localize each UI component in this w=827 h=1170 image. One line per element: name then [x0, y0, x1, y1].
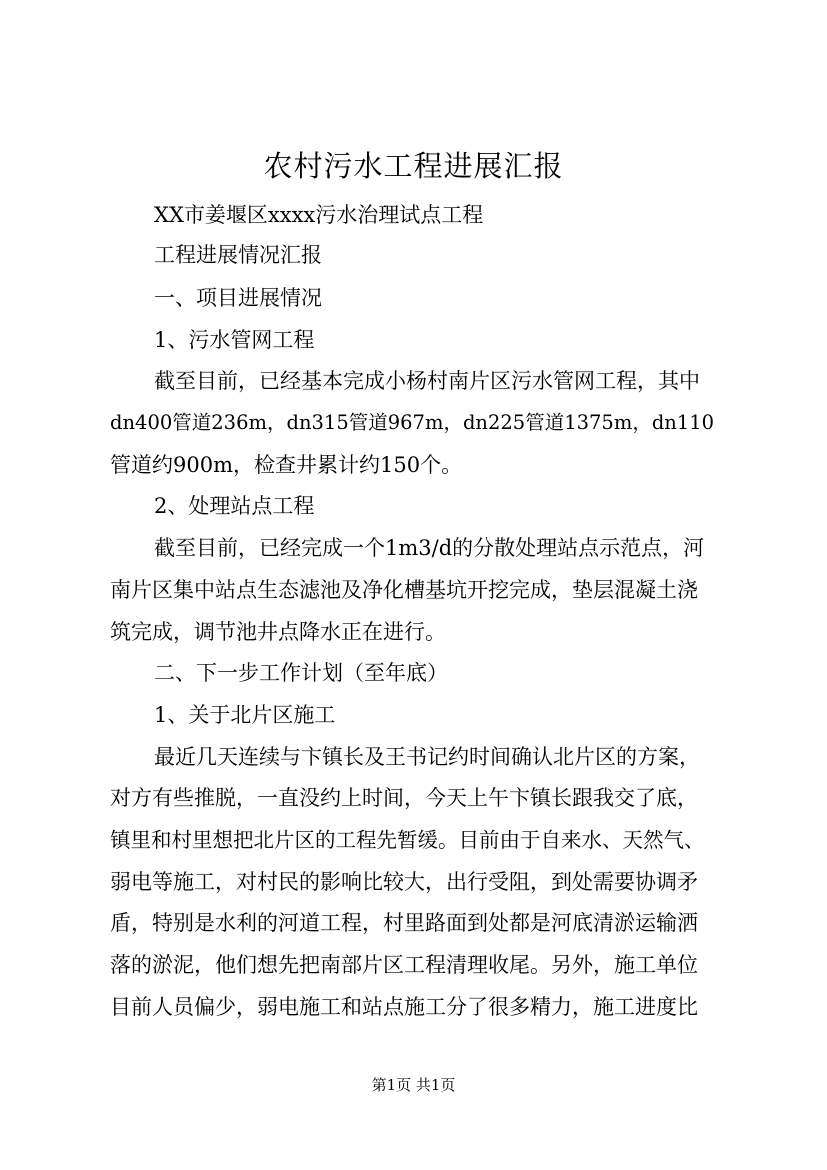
page-footer: 第1页 共1页: [371, 1076, 456, 1094]
paragraph-line: 工程进展情况汇报: [154, 243, 322, 267]
section-heading: 二、下一步工作计划（至年底）: [154, 661, 448, 685]
paragraph-line: 对方有些推脱，一直没约上时间，今天上午卞镇长跟我交了底，: [110, 786, 698, 810]
section-heading: 一、项目进展情况: [154, 286, 322, 310]
document-title: 农村污水工程进展汇报: [263, 149, 564, 183]
paragraph-line: 管道约900m，检查井累计约150个。: [110, 453, 463, 477]
subsection-heading: 1、关于北片区施工: [154, 703, 336, 727]
paragraph-line: 镇里和村里想把北片区的工程先暂缓。目前由于自来水、天然气、: [110, 828, 705, 852]
paragraph-line: dn400管道236m，dn315管道967m，dn225管道1375m，dn110: [110, 411, 715, 434]
paragraph-line: XX市姜堰区xxxx污水治理试点工程: [154, 203, 484, 227]
paragraph-line: 截至目前，已经完成一个1m3/d的分散处理站点示范点，河: [154, 536, 705, 560]
paragraph-line: 目前人员偏少，弱电施工和站点施工分了很多精力，施工进度比: [110, 995, 698, 1019]
subsection-heading: 1、污水管网工程: [154, 328, 315, 352]
paragraph-line: 弱电等施工，对村民的影响比较大，出行受阻，到处需要协调矛: [110, 870, 698, 894]
paragraph-line: 截至目前，已经基本完成小杨村南片区污水管网工程，其中: [154, 369, 700, 393]
paragraph-line: 落的淤泥，他们想先把南部片区工程清理收尾。另外，施工单位: [110, 953, 698, 977]
paragraph-line: 盾，特别是水利的河道工程，村里路面到处都是河底清淤运输洒: [110, 911, 698, 935]
paragraph-line: 筑完成，调节池井点降水正在进行。: [110, 620, 446, 644]
paragraph-line: 最近几天连续与卞镇长及王书记约时间确认北片区的方案，: [154, 745, 700, 769]
subsection-heading: 2、处理站点工程: [154, 494, 315, 518]
paragraph-line: 南片区集中站点生态滤池及净化槽基坑开挖完成，垫层混凝土浇: [110, 578, 698, 602]
